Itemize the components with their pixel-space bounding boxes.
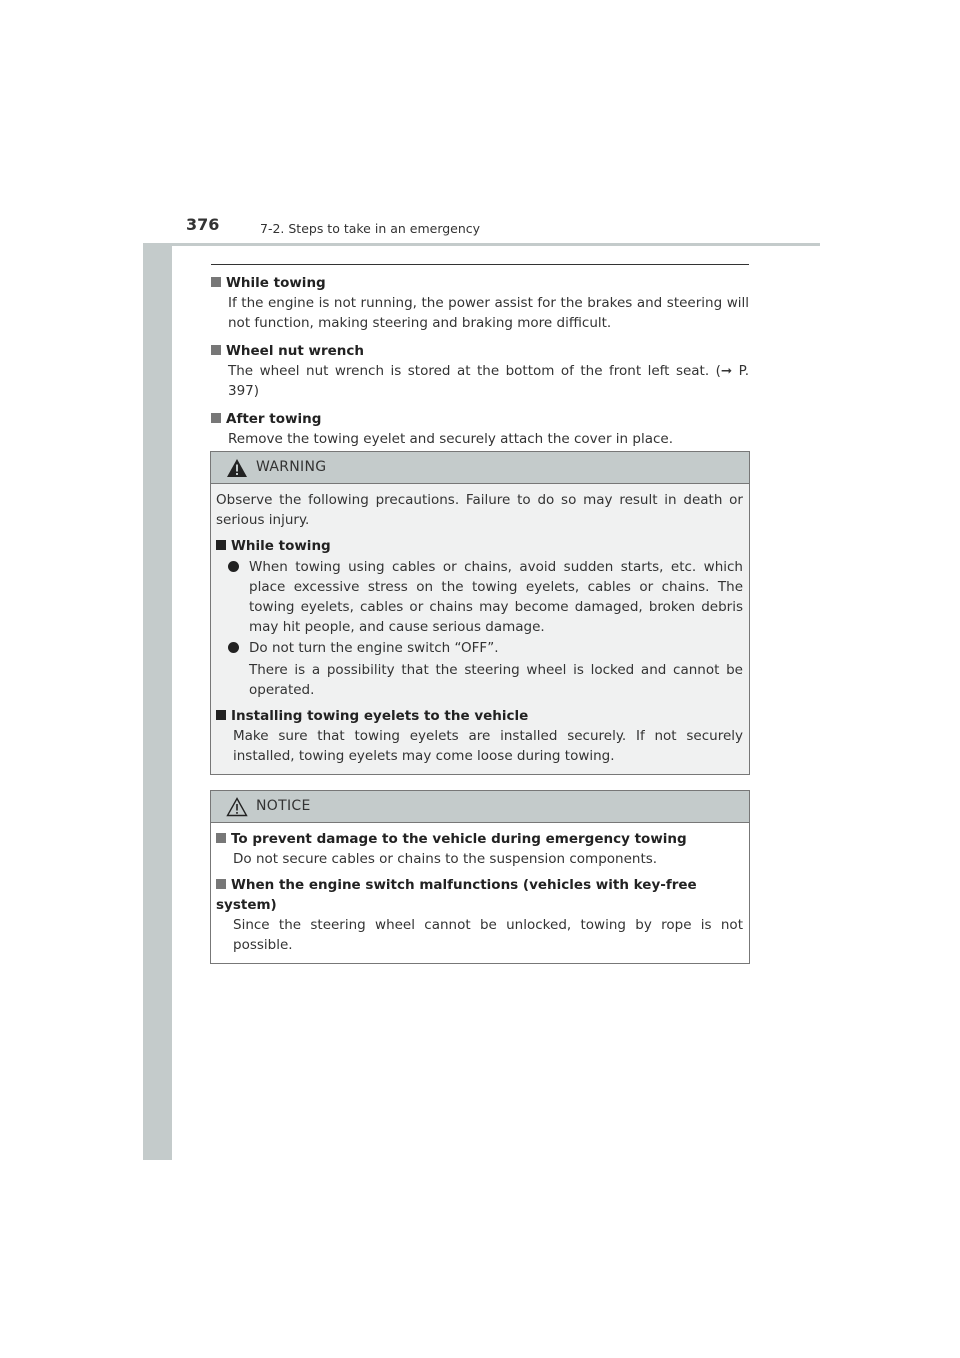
warning-section-heading: Installing towing eyelets to the vehicle: [216, 706, 743, 726]
notice-triangle-icon: [226, 797, 248, 821]
topic-heading: Wheel nut wrench: [226, 343, 365, 359]
topic-body: Remove the towing eyelet and securely attach the cover in place.: [228, 431, 673, 447]
notice-section-body: Do not secure cables or chains to the suspension components.: [233, 851, 658, 867]
bullet-subtext: There is a possibility that the steering wheel is locked and cannot be operated.: [249, 662, 743, 698]
warning-section-body: Make sure that towing eyelets are installed securely. If not securely installed, towing eyelets may come loose during towing.: [233, 728, 743, 764]
warning-section-heading: While towing: [216, 536, 743, 556]
topic-after-towing: [211, 409, 749, 449]
square-bullet-icon: [216, 710, 226, 720]
notice-section-heading: To prevent damage to the vehicle during emergency towing: [216, 829, 743, 849]
square-bullet-icon: [216, 879, 226, 889]
page-reference-link[interactable]: P. 397): [228, 363, 750, 399]
square-bullet-icon: [211, 345, 221, 355]
square-bullet-icon: [211, 413, 221, 423]
warning-header: [211, 452, 749, 484]
square-bullet-icon: [211, 277, 221, 287]
notice-section-body: Since the steering wheel cannot be unlocked, towing by rope is not possible.: [233, 917, 743, 953]
notice-box: [210, 790, 750, 964]
topic-heading: After towing: [226, 411, 322, 427]
main-content: [211, 264, 749, 449]
bullet-text: When towing using cables or chains, avoid sudden starts, etc. which place excessive stress on the towing eyelets, cables or chains. The towing eyelets, cables or chains may become damaged, broken debris may hit people, and cause serious damage.: [249, 559, 743, 635]
round-bullet-icon: [228, 642, 239, 653]
warning-triangle-icon: [226, 458, 248, 482]
square-bullet-icon: [216, 833, 226, 843]
topic-while-towing: [211, 273, 749, 333]
bullet-text: Do not turn the engine switch “OFF”.: [249, 640, 499, 656]
section-title: 7-2. Steps to take in an emergency: [260, 221, 481, 236]
topic-body: The wheel nut wrench is stored at the bottom of the front left seat. (➞ P. 397): [228, 363, 750, 399]
arrow-right-icon: ➞: [720, 363, 733, 379]
top-rule: [211, 264, 749, 265]
round-bullet-icon: [228, 561, 239, 572]
warning-bullet: [216, 557, 743, 637]
side-band: [143, 198, 172, 1160]
notice-header: [211, 791, 749, 823]
warning-label: WARNING: [256, 459, 327, 475]
topic-heading: While towing: [226, 275, 326, 291]
notice-label: NOTICE: [256, 798, 311, 814]
page-number: 376: [186, 215, 220, 234]
topic-wheel-nut-wrench: [211, 341, 749, 401]
notice-section-heading: When the engine switch malfunctions (vehicles with key-free system): [216, 877, 697, 913]
header-rule: [143, 243, 820, 246]
warning-intro: Observe the following precautions. Failure to do so may result in death or serious injury.: [216, 492, 743, 528]
topic-body: If the engine is not running, the power assist for the brakes and steering will not function, making steering and braking more difficult.: [228, 295, 749, 331]
warning-box: [210, 451, 750, 775]
warning-bullet: [216, 638, 743, 658]
header-band: [143, 198, 820, 244]
square-bullet-icon: [216, 540, 226, 550]
